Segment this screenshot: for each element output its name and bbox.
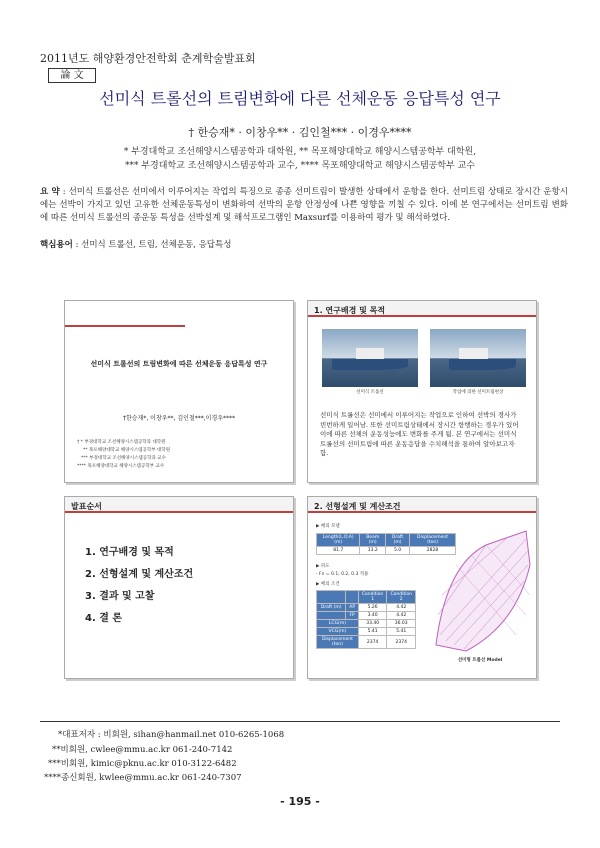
- footnote-2: **비회원, cwlee@mmu.ac.kr 061-240-7142: [52, 745, 233, 755]
- footnote-divider: [40, 721, 560, 722]
- slide1-aff-1: † * 부경대학교 조선해양시스템공학과 대학원: [77, 440, 166, 445]
- footnote-4: ****종신회원, kwlee@mmu.ac.kr 061-240-7307: [44, 773, 242, 783]
- footnote-3: ***비회원, kimic@pknu.ac.kr 010-3122-6482: [48, 759, 237, 769]
- condition-table: [316, 590, 416, 649]
- col-displacement: Displacement (ton): [410, 534, 456, 547]
- slide1-aff-3: *** 부경대학교 조선해양시스템공학과 교수: [81, 456, 166, 461]
- keywords-text: : 선미식 트롤선, 트림, 선체운동, 응답특성: [75, 240, 232, 250]
- col-draft: Draft (m): [386, 534, 410, 547]
- col-length: Length(L.O.A) (m): [317, 534, 360, 547]
- slide2-heading: 1. 연구배경 및 목적: [308, 301, 536, 317]
- cond-row-sub: FP: [346, 612, 358, 620]
- slide-decor-bar: [65, 325, 185, 327]
- condition-label: ▶ 배의 조건: [316, 582, 340, 587]
- wave-label: ▶ 파도: [316, 564, 330, 569]
- cond-cell: 4.42: [387, 604, 416, 612]
- slide1-title: 선미식 트롤선의 트림변화에 따른 선체운동 응답특성 연구: [90, 360, 268, 368]
- cond-row-label: [317, 612, 346, 620]
- outline-item-4: 4. 결 론: [85, 613, 123, 624]
- cond-cell: 3.40: [358, 612, 387, 620]
- cond-cell: 5.26: [358, 604, 387, 612]
- affiliation-line-2: *** 부경대학교 조선해양시스템공학과 교수, **** 목포해양대학교 해양시스템공학부 교수: [125, 161, 475, 171]
- affiliation-line-1: * 부경대학교 조선해양시스템공학과 대학원, ** 목포해양대학교 해양시스템공학부 대학원,: [123, 147, 477, 157]
- trawler-photo-1: [322, 329, 418, 387]
- slide2-text: 선미식 트롤선은 선미에서 이루어지는 작업으로 인하여 선박의 경사가 빈번하게 일어남. 또한 선미트림상태에서 장시간 항행하는 경우가 있어 이에 따른 선체의 운동성능에도 변화를 주게 됨. 본 연구에서는 선미식 트롤선의 선미트림에 따른 운동응답을 수치해석을 통하여 알아보고자 함.: [320, 411, 519, 457]
- val-displacement: 2828: [410, 547, 456, 555]
- cond-cell: 2374: [387, 636, 416, 649]
- slide-outline: [64, 496, 294, 679]
- abstract-label: 요 약: [40, 187, 60, 197]
- cond-cell: 5.41: [387, 628, 416, 636]
- val-beam: 13.2: [360, 547, 386, 555]
- cond-row-label: LCG(m): [317, 620, 359, 628]
- cond-row-label: Draft (m): [317, 604, 346, 612]
- slide1-authors: †한승재*, 이창우**, 김인철***,이경우****: [122, 415, 236, 422]
- col-beam: Beam (m): [360, 534, 386, 547]
- footnote-1: *대표저자 : 비회원, sihan@hanmail.net 010-6265-1068: [58, 730, 285, 740]
- slide-design: [307, 496, 537, 679]
- slide1-aff-2: ** 목포해양대학교 해양시스템공학부 대학원: [83, 448, 171, 453]
- slide4-heading: 2. 선형설계 및 계산조건: [308, 497, 536, 513]
- keywords: [40, 238, 231, 250]
- cond-cell: 33.40: [358, 620, 387, 628]
- val-length: 81.7: [317, 547, 360, 555]
- model-label: ▶ 배의 모델: [316, 524, 340, 529]
- cond-cell: 5.41: [358, 628, 387, 636]
- abstract: [40, 186, 568, 225]
- paper-type-tag: 論 文: [48, 68, 96, 83]
- keywords-label: 핵심용어: [40, 240, 73, 250]
- conference-header: 2011년도 해양환경안전학회 춘계학술발표회: [40, 52, 256, 65]
- paper-title: 선미식 트롤선의 트림변화에 다른 선체운동 응답특성 연구: [99, 89, 501, 108]
- slide1-aff-4: **** 목포해양대학교 해양시스템공학부 교수: [77, 464, 165, 469]
- cond-cell: 4.42: [387, 612, 416, 620]
- photo-caption-1: 선미식 트롤선: [356, 390, 384, 395]
- cond-cell: 2374: [358, 636, 387, 649]
- outline-item-1: 1. 연구배경 및 목적: [85, 547, 174, 558]
- slide3-heading: 발표순서: [65, 497, 293, 513]
- trawler-photo-2: [430, 329, 526, 387]
- outline-item-2: 2. 선형설계 및 계산조건: [85, 569, 194, 580]
- hull-wireframe-model: [426, 525, 534, 655]
- cond-col-1: [346, 591, 358, 604]
- authors: † 한승재* · 이창우** · 김인철*** · 이경우****: [188, 126, 412, 139]
- wave-text: - Fn = 0.1, 0.2, 0.3 적용: [316, 572, 369, 577]
- cond-col-2: Condition 1: [358, 591, 387, 604]
- outline-item-3: 3. 결과 및 고찰: [85, 591, 155, 602]
- photo-caption-2: 작업에 의한 선미트림현상: [452, 390, 504, 395]
- cond-cell: 36.03: [387, 620, 416, 628]
- cond-row-label: VCG(m): [317, 628, 359, 636]
- cond-col-3: Condition 2: [387, 591, 416, 604]
- model-caption: 선미형 트롤선 Model: [457, 658, 503, 663]
- page-number: - 195 -: [280, 795, 320, 808]
- slide-background: [307, 300, 537, 483]
- abstract-text: : 선미식 트롤선은 선미에서 이루어지는 작업의 특징으로 종종 선미트림이 발생한 상태에서 운항을 한다. 선미트림 상태로 장시간 운항시에는 선박이 가지고 있던 고유한 선체운동특성이 변화하여 선박의 운항 안정성에 나쁜 영향을 끼칠 수 있다. 이에 본 연구에서는 선미트림 변화에 따른 선미식 트롤선의 종운동 특성을 선박설계 및 해석프로그램인 Maxsurf를 이용하여 평가 및 해석하였다.: [40, 187, 568, 223]
- cond-row-label: Displacement (ton): [317, 636, 359, 649]
- val-draft: 5.0: [386, 547, 410, 555]
- cond-col-0: [317, 591, 346, 604]
- cond-row-sub: AP: [346, 604, 358, 612]
- slide-title: [64, 300, 294, 483]
